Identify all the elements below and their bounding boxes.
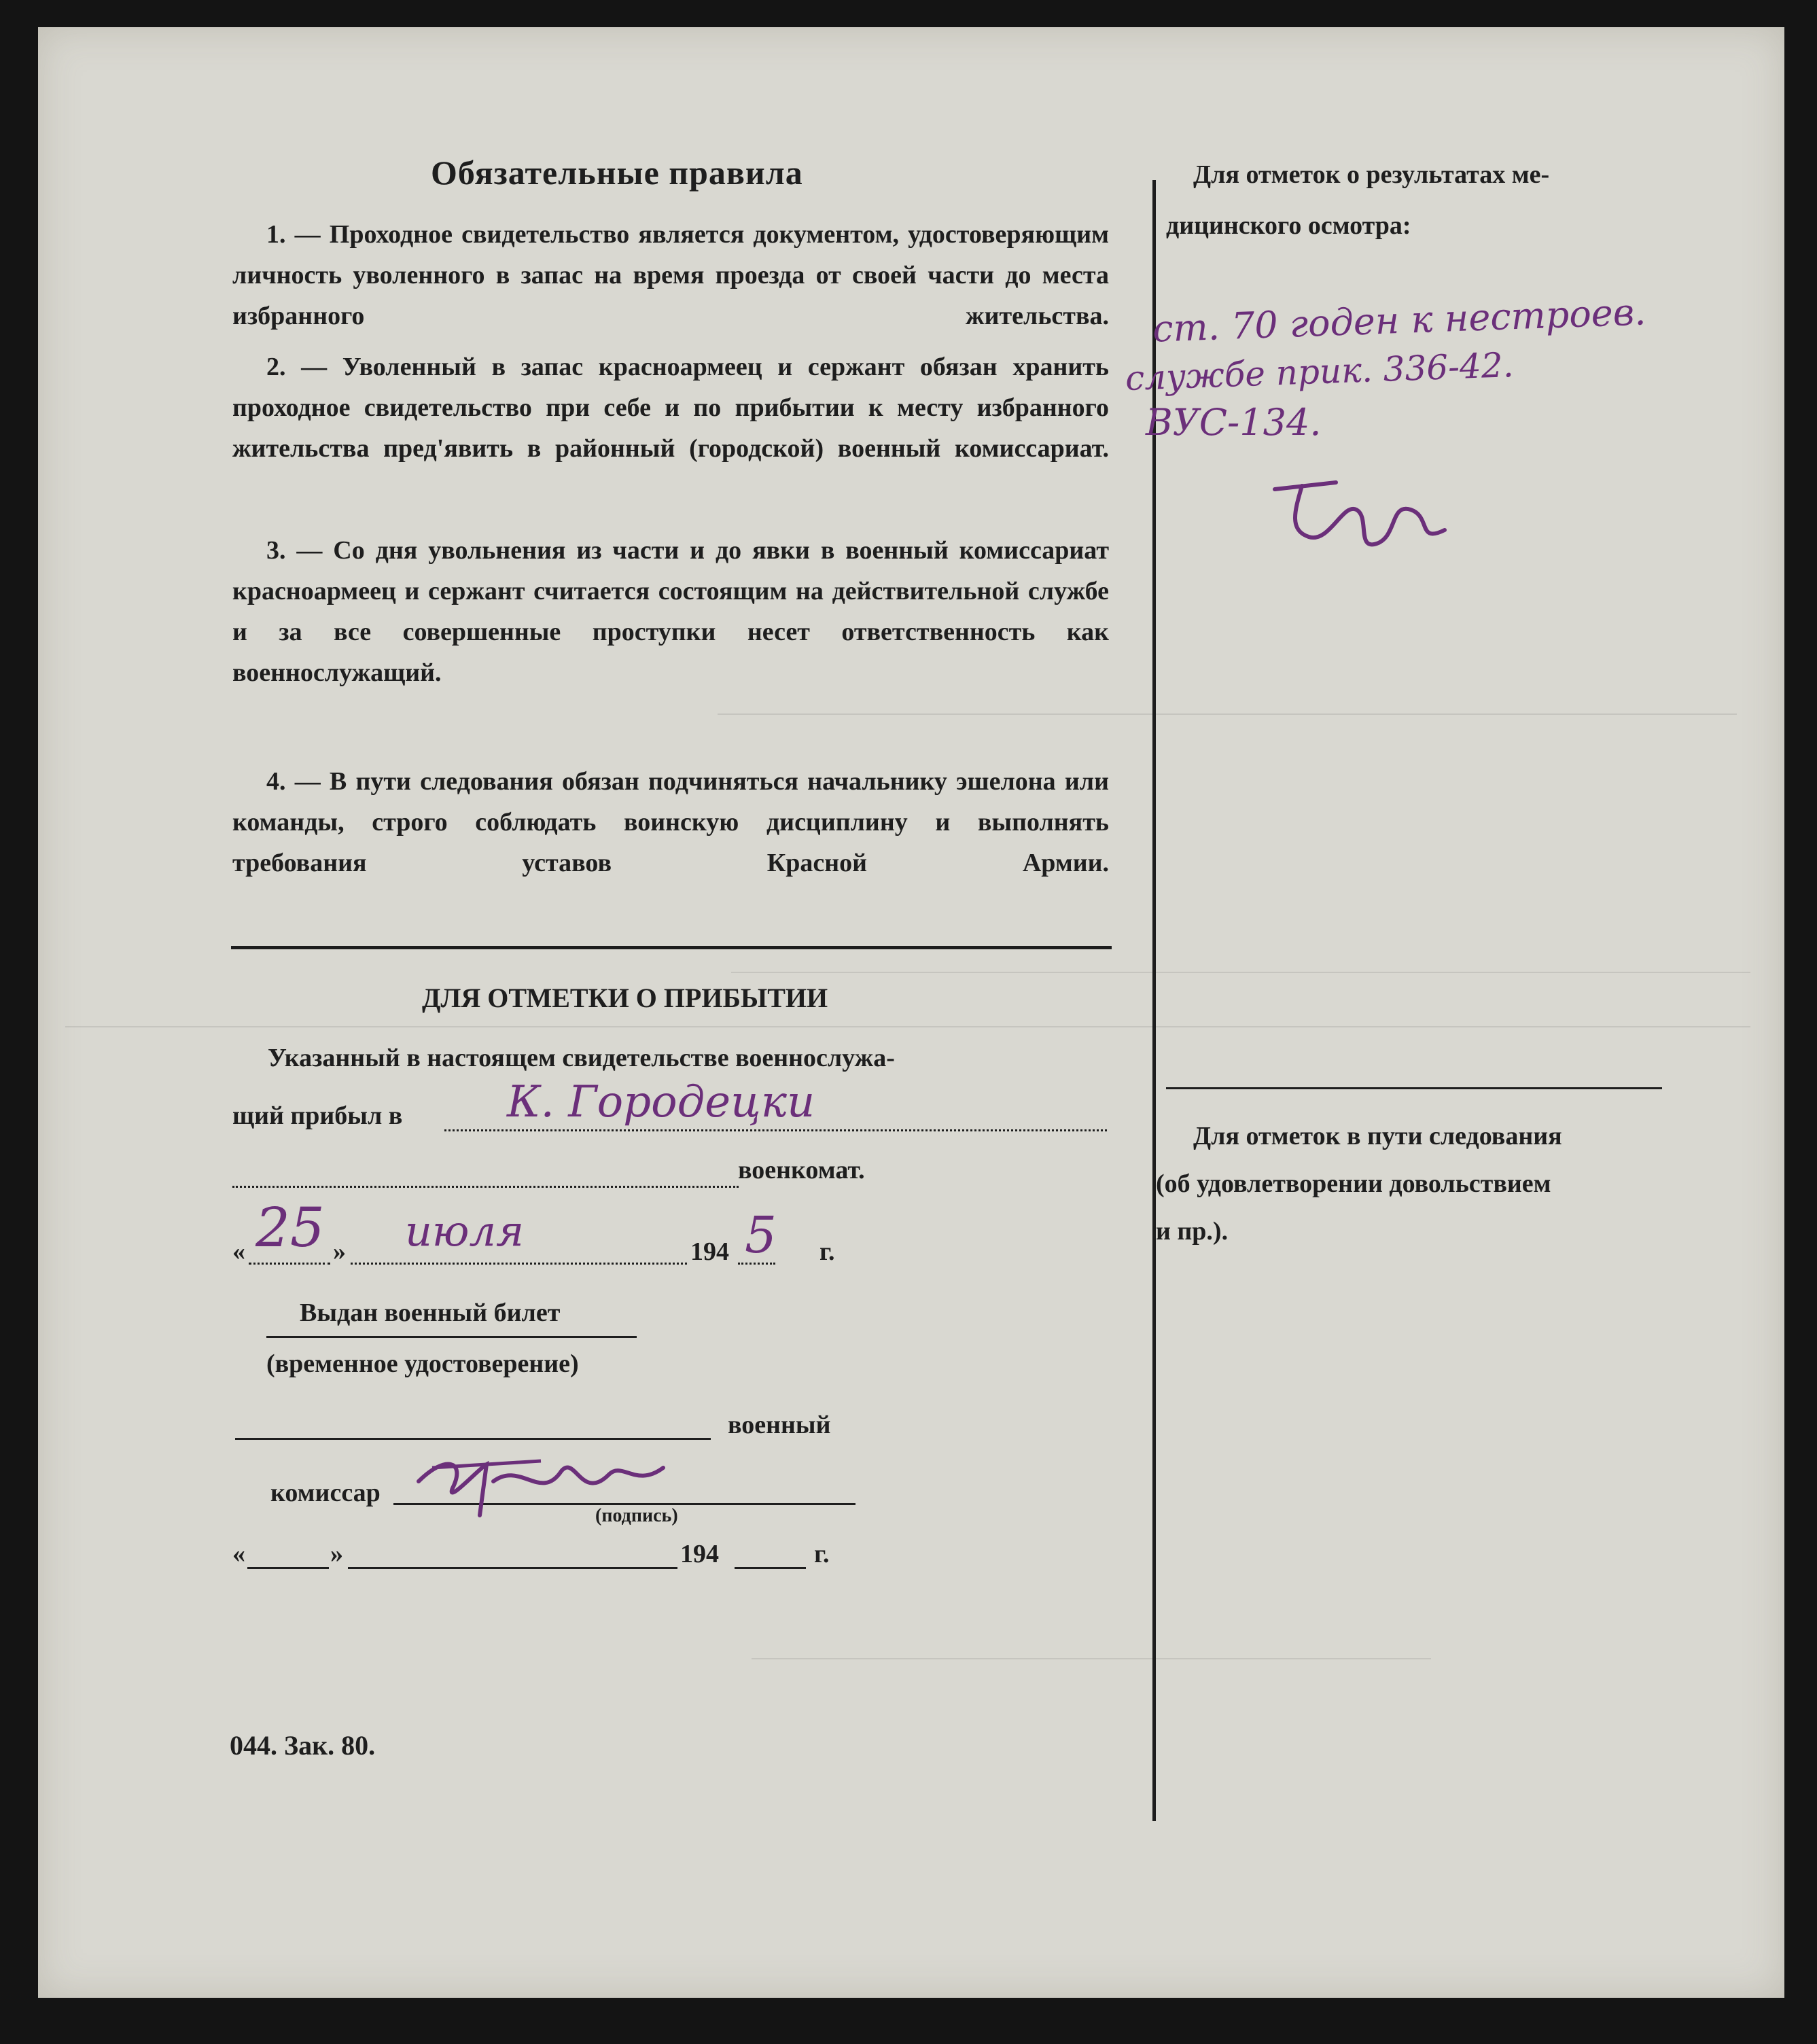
medical-note-line-1: ст. 70 годен к нестроев. [1152, 290, 1647, 351]
medical-note-line-3: ВУС-134. [1146, 401, 1322, 444]
rules-title: Обязательные правила [431, 154, 803, 192]
date2-day-line [247, 1567, 329, 1569]
voenny-label: военный [728, 1411, 831, 1439]
medical-note-line-2: службе прик. 336-42. [1125, 345, 1515, 398]
transit-title-cont: (об удовлетворении довольствием [1156, 1169, 1551, 1198]
date-year-line [738, 1263, 775, 1265]
rule-4: 4. — В пути следования обязан подчиняться начальнику эшелона или команды, строго соблюдать воинскую дисциплину и выполнять требования уставов Красной Армии. [232, 767, 1109, 877]
date-day-line [249, 1263, 330, 1265]
podpis-label: (подпись) [595, 1505, 678, 1526]
issued-underline [266, 1336, 637, 1338]
date2-month-line [348, 1567, 677, 1569]
date-open-quote: « [232, 1237, 245, 1266]
bleed-line [718, 713, 1737, 715]
voenkomat-line [232, 1186, 739, 1188]
date-day-handwriting: 25 [255, 1196, 325, 1259]
signature-stamp-icon [1261, 462, 1465, 564]
arrival-place-line [444, 1129, 1107, 1131]
rule-2: 2. — Уволенный в запас красноармеец и сержант обязан хранить проходное свидетельство при себе и по прибытии к месту избранного жительства пред'явить в районный (городской) военный комиссариат. [232, 353, 1109, 463]
date-month-handwriting: июля [405, 1206, 525, 1256]
arrival-place-handwriting: К. Городецки [507, 1077, 815, 1127]
date2-g: г. [814, 1540, 830, 1568]
date-g: г. [819, 1237, 835, 1266]
arrival-text: Указанный в настоящем свидетельстве военнослужа- [268, 1044, 895, 1072]
date-year-prefix: 194 [690, 1237, 729, 1266]
transit-title: Для отметок в пути следования [1193, 1122, 1562, 1150]
rule-1: 1. — Проходное свидетельство является документом, удостоверяющим личность уволенного в запас на время проезда от своей части до места избранного жительства. [232, 220, 1109, 330]
transit-separator [1166, 1087, 1662, 1089]
medical-title: Для отметок о результатах ме- [1193, 160, 1550, 189]
date2-year-line [735, 1567, 806, 1569]
voenny-line [235, 1438, 711, 1440]
date-month-line [351, 1263, 687, 1265]
rule-3: 3. — Со дня увольнения из части и до явки в военный комиссариат красноармеец и сержант считается состоящим на действительной службе и за все совершенные проступки несет ответственность как военнослужащий. [232, 536, 1109, 687]
date-year-handwriting: 5 [745, 1206, 777, 1265]
issued-title: Выдан военный билет [300, 1299, 561, 1327]
footer-order-number: 044. Зак. 80. [230, 1730, 376, 1761]
section-rule [231, 946, 1112, 949]
bleed-line [731, 972, 1750, 973]
komissar-label: комиссар [270, 1479, 381, 1507]
date2-close-quote: » [330, 1540, 343, 1568]
transit-title-end: и пр.). [1156, 1217, 1229, 1246]
arrival-title: ДЛЯ ОТМЕТКИ О ПРИБЫТИИ [422, 983, 828, 1013]
arrival-label: щий прибыл в [232, 1102, 403, 1130]
issued-sub: (временное удостоверение) [266, 1350, 579, 1378]
bleed-line [752, 1658, 1431, 1659]
voenkomat-label: военкомат. [738, 1156, 865, 1184]
date2-year: 194 [680, 1540, 719, 1568]
document-sheet [38, 27, 1784, 1998]
date-close-quote: » [333, 1237, 346, 1266]
bleed-line [65, 1026, 1750, 1027]
medical-title-cont: дицинского осмотра: [1166, 211, 1411, 240]
date2-open-quote: « [232, 1540, 245, 1568]
